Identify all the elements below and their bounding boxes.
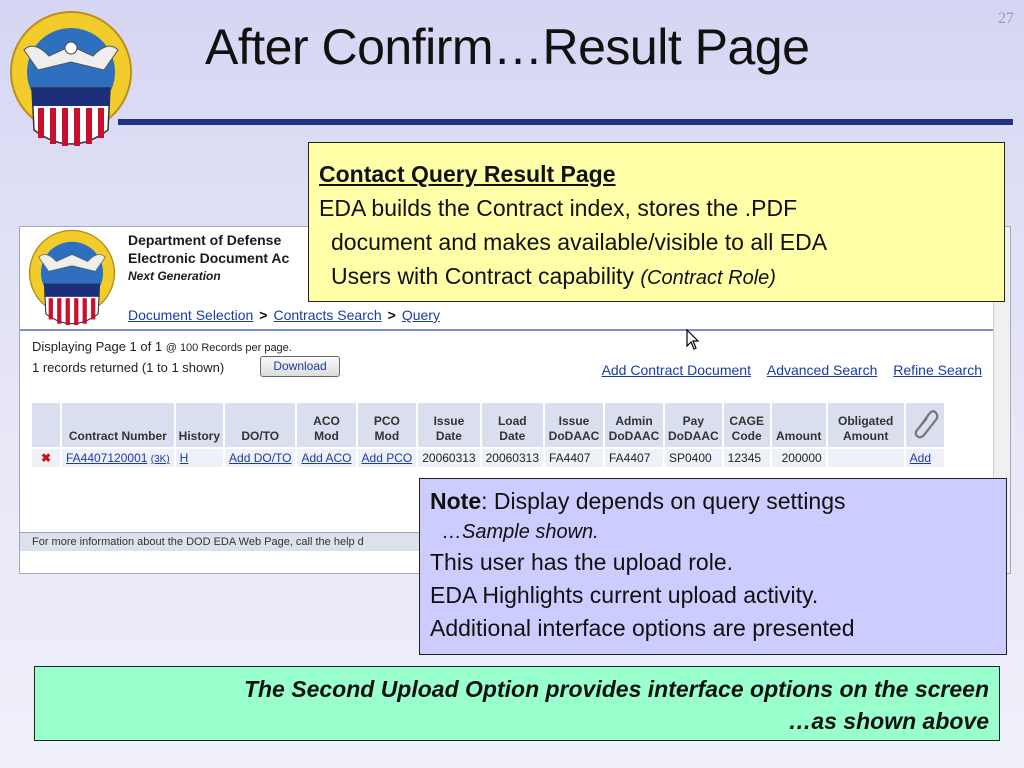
table-row bbox=[32, 449, 944, 467]
breadcrumb-document-selection[interactable]: Document Selection bbox=[128, 307, 254, 323]
slide-number: 27 bbox=[998, 10, 1014, 27]
column-header: Contract Number bbox=[62, 403, 174, 447]
dla-seal-icon bbox=[4, 10, 138, 160]
note-sample: …Sample shown. bbox=[442, 521, 599, 543]
column-header: Amount bbox=[772, 403, 826, 447]
summary-callout bbox=[34, 666, 1000, 741]
note-callout bbox=[419, 478, 1007, 655]
paperclip-icon bbox=[909, 406, 941, 440]
org-line-3: Next Generation bbox=[128, 269, 221, 283]
pco-cell bbox=[358, 449, 417, 467]
column-header-delete bbox=[32, 403, 60, 447]
contract-role-text: (Contract Role) bbox=[640, 267, 776, 289]
records-count: 1 records returned (1 to 1 shown) bbox=[32, 360, 225, 375]
delete-x-icon[interactable]: ✖ bbox=[32, 449, 60, 467]
amount-cell: 200000 bbox=[772, 449, 826, 467]
add-doto-link[interactable]: Add DO/TO bbox=[229, 451, 292, 465]
add-contract-document-link[interactable]: Add Contract Document bbox=[601, 362, 751, 378]
note-line-1: : Display depends on query settings bbox=[481, 488, 846, 514]
history-link[interactable]: H bbox=[179, 451, 189, 465]
note-line-3: EDA Highlights current upload activity. bbox=[430, 582, 819, 608]
column-header: Issue DoDAAC bbox=[545, 403, 603, 447]
dla-seal-icon bbox=[23, 229, 121, 335]
add-aco-link[interactable]: Add ACO bbox=[301, 451, 352, 465]
note-line-1-wrap bbox=[430, 485, 996, 518]
pay-dodaac-cell: SP0400 bbox=[665, 449, 722, 467]
mouse-cursor-icon bbox=[686, 329, 700, 351]
help-footer: For more information about the DOD EDA Web Page, call the help d bbox=[20, 532, 993, 551]
doto-cell bbox=[225, 449, 295, 467]
obligated-amount-cell bbox=[828, 449, 904, 467]
aco-cell bbox=[297, 449, 355, 467]
column-header-attach bbox=[906, 403, 944, 447]
refine-search-link[interactable]: Refine Search bbox=[893, 362, 982, 378]
column-header: Obligated Amount bbox=[828, 403, 904, 447]
column-header: ACO Mod bbox=[297, 403, 355, 447]
column-header: CAGE Code bbox=[724, 403, 770, 447]
org-line-1: Department of Defense bbox=[128, 232, 282, 248]
column-header: Admin DoDAAC bbox=[605, 403, 663, 447]
contract-number-cell bbox=[62, 449, 174, 467]
column-header: DO/TO bbox=[225, 403, 295, 447]
org-line-2: Electronic Document Ac bbox=[128, 250, 290, 266]
advanced-search-link[interactable]: Advanced Search bbox=[766, 362, 878, 378]
admin-dodaac-cell: FA4407 bbox=[605, 449, 663, 467]
callout-title: Contact Query Result Page bbox=[319, 161, 616, 187]
breadcrumb-separator: > bbox=[387, 307, 396, 323]
org-header bbox=[128, 231, 289, 285]
attach-cell bbox=[906, 449, 944, 467]
issue-dodaac-cell: FA4407 bbox=[545, 449, 603, 467]
table-header-row bbox=[32, 403, 944, 447]
contract-number-link[interactable]: FA4407120001 bbox=[66, 451, 148, 465]
add-attachment-link[interactable]: Add bbox=[909, 451, 932, 465]
results-table bbox=[30, 401, 946, 469]
note-line-4: Additional interface options are presented bbox=[430, 615, 855, 641]
paging-text: Displaying Page 1 of 1 bbox=[32, 339, 163, 354]
action-links bbox=[590, 362, 982, 378]
paging-info bbox=[32, 339, 292, 354]
breadcrumb-contracts-search[interactable]: Contracts Search bbox=[273, 307, 382, 323]
contact-query-callout bbox=[308, 142, 1005, 302]
column-header: PCO Mod bbox=[358, 403, 417, 447]
load-date-cell: 20060313 bbox=[482, 449, 543, 467]
per-page-text: @ 100 Records per page. bbox=[165, 342, 292, 354]
summary-line-2: …as shown above bbox=[788, 708, 989, 734]
breadcrumb-separator: > bbox=[259, 307, 268, 323]
callout-line-2: document and makes available/visible to all EDA bbox=[331, 229, 828, 255]
breadcrumb-rule bbox=[20, 329, 993, 331]
column-header: History bbox=[176, 403, 223, 447]
callout-line-1: EDA builds the Contract index, stores the .PDF bbox=[319, 195, 798, 221]
breadcrumb bbox=[128, 307, 440, 323]
breadcrumb-query[interactable]: Query bbox=[401, 307, 440, 323]
summary-line-1: The Second Upload Option provides interface options on the screen bbox=[243, 676, 989, 702]
note-line-2: This user has the upload role. bbox=[430, 549, 734, 575]
column-header: Load Date bbox=[482, 403, 543, 447]
cage-code-cell: 12345 bbox=[724, 449, 770, 467]
history-cell bbox=[176, 449, 223, 467]
column-header: Pay DoDAAC bbox=[665, 403, 722, 447]
slide-title: After Confirm…Result Page bbox=[205, 19, 810, 75]
add-pco-link[interactable]: Add PCO bbox=[361, 451, 413, 465]
callout-line-3-wrap bbox=[319, 259, 994, 295]
title-rule bbox=[118, 119, 1013, 125]
callout-line-3: Users with Contract capability bbox=[331, 263, 634, 289]
note-label: Note bbox=[430, 488, 482, 514]
download-button[interactable]: Download bbox=[260, 356, 340, 377]
issue-date-cell: 20060313 bbox=[418, 449, 479, 467]
column-header: Issue Date bbox=[418, 403, 479, 447]
file-size[interactable]: (3K) bbox=[150, 454, 170, 465]
